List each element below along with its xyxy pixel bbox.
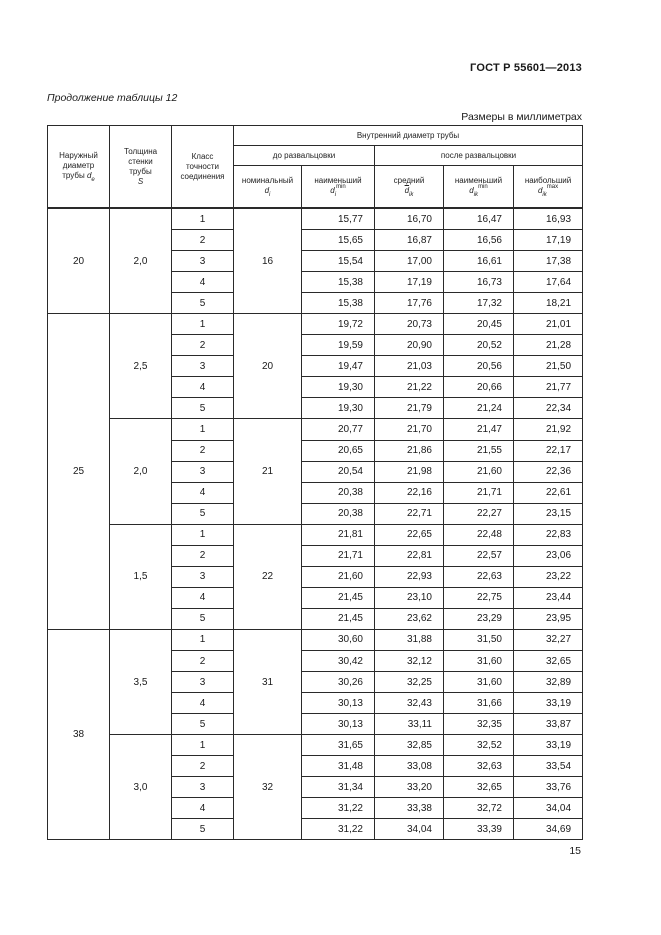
cell-min-before: 15,38	[302, 293, 375, 314]
cell-avg-after: 32,43	[375, 693, 444, 714]
table-row	[48, 314, 583, 335]
cell-avg-after: 21,03	[375, 356, 444, 377]
cell-wall-thickness: 3,5	[110, 629, 172, 734]
cell-class: 1	[172, 735, 234, 756]
cell-max-after: 21,01	[514, 314, 583, 335]
cell-wall-thickness: 1,5	[110, 524, 172, 629]
cell-class: 5	[172, 293, 234, 314]
cell-max-after: 33,87	[514, 714, 583, 735]
cell-min-before: 31,65	[302, 735, 375, 756]
cell-wall-thickness: 3,0	[110, 735, 172, 840]
cell-class: 1	[172, 314, 234, 335]
cell-class: 4	[172, 377, 234, 398]
cell-min-before: 31,22	[302, 819, 375, 840]
cell-avg-after: 33,11	[375, 714, 444, 735]
cell-nominal: 31	[234, 629, 302, 734]
cell-min-before: 30,26	[302, 672, 375, 693]
header-accuracy-class: Класс точности соединения	[172, 126, 234, 209]
cell-class: 1	[172, 419, 234, 440]
cell-min-after: 21,47	[444, 419, 514, 440]
cell-min-after: 31,60	[444, 650, 514, 671]
cell-avg-after: 34,04	[375, 819, 444, 840]
cell-min-before: 30,42	[302, 650, 375, 671]
cell-min-before: 15,77	[302, 208, 375, 230]
cell-min-before: 20,77	[302, 419, 375, 440]
cell-avg-after: 32,12	[375, 650, 444, 671]
cell-avg-after: 22,65	[375, 524, 444, 545]
cell-max-after: 33,19	[514, 735, 583, 756]
cell-min-after: 22,75	[444, 587, 514, 608]
cell-min-after: 23,29	[444, 608, 514, 629]
cell-class: 2	[172, 545, 234, 566]
cell-class: 1	[172, 524, 234, 545]
cell-avg-after: 16,70	[375, 208, 444, 230]
cell-avg-after: 22,71	[375, 503, 444, 524]
cell-min-before: 21,45	[302, 587, 375, 608]
header-max-after: наибольший $d_{ik}^{max}$	[514, 166, 583, 209]
cell-min-after: 20,56	[444, 356, 514, 377]
cell-max-after: 33,54	[514, 756, 583, 777]
page-number: 15	[569, 845, 581, 857]
cell-min-after: 22,27	[444, 503, 514, 524]
cell-max-after: 17,38	[514, 251, 583, 272]
cell-min-before: 19,59	[302, 335, 375, 356]
cell-max-after: 32,89	[514, 672, 583, 693]
cell-class: 2	[172, 650, 234, 671]
cell-outer-diameter: 25	[48, 314, 110, 630]
cell-min-after: 22,48	[444, 524, 514, 545]
units-note: Размеры в миллиметрах	[461, 111, 582, 123]
cell-class: 2	[172, 230, 234, 251]
cell-min-after: 31,50	[444, 629, 514, 650]
cell-min-before: 15,65	[302, 230, 375, 251]
cell-min-before: 31,34	[302, 777, 375, 798]
cell-max-after: 22,61	[514, 482, 583, 503]
cell-max-after: 23,06	[514, 545, 583, 566]
cell-min-before: 31,22	[302, 798, 375, 819]
cell-min-before: 21,71	[302, 545, 375, 566]
cell-min-before: 20,65	[302, 440, 375, 461]
cell-avg-after: 20,90	[375, 335, 444, 356]
cell-wall-thickness: 2,0	[110, 419, 172, 524]
cell-nominal: 16	[234, 208, 302, 314]
cell-max-after: 21,92	[514, 419, 583, 440]
cell-avg-after: 23,10	[375, 587, 444, 608]
table-row	[48, 735, 583, 756]
cell-min-before: 21,60	[302, 566, 375, 587]
cell-max-after: 22,34	[514, 398, 583, 419]
cell-max-after: 21,28	[514, 335, 583, 356]
table-row	[48, 524, 583, 545]
cell-max-after: 23,44	[514, 587, 583, 608]
header-min-after: наименьший $d_{ik}^{min}$	[444, 166, 514, 209]
cell-class: 5	[172, 819, 234, 840]
cell-min-after: 20,45	[444, 314, 514, 335]
cell-nominal: 22	[234, 524, 302, 629]
cell-avg-after: 16,87	[375, 230, 444, 251]
cell-avg-after: 33,38	[375, 798, 444, 819]
cell-avg-after: 22,81	[375, 545, 444, 566]
cell-min-before: 20,54	[302, 461, 375, 482]
cell-class: 4	[172, 693, 234, 714]
cell-avg-after: 22,93	[375, 566, 444, 587]
cell-max-after: 33,19	[514, 693, 583, 714]
cell-min-before: 21,45	[302, 608, 375, 629]
header-inner-diameter: Внутренний диаметр трубы	[234, 126, 583, 146]
cell-min-before: 30,60	[302, 629, 375, 650]
table-row	[48, 208, 583, 230]
cell-avg-after: 21,22	[375, 377, 444, 398]
cell-min-after: 32,63	[444, 756, 514, 777]
cell-max-after: 32,65	[514, 650, 583, 671]
cell-min-after: 16,73	[444, 272, 514, 293]
cell-min-after: 31,66	[444, 693, 514, 714]
cell-max-after: 34,69	[514, 819, 583, 840]
cell-outer-diameter: 38	[48, 629, 110, 839]
cell-min-before: 20,38	[302, 503, 375, 524]
cell-min-after: 32,52	[444, 735, 514, 756]
cell-min-after: 20,52	[444, 335, 514, 356]
cell-max-after: 18,21	[514, 293, 583, 314]
cell-min-after: 33,39	[444, 819, 514, 840]
cell-min-before: 30,13	[302, 714, 375, 735]
cell-min-after: 20,66	[444, 377, 514, 398]
cell-min-after: 16,61	[444, 251, 514, 272]
cell-min-after: 21,55	[444, 440, 514, 461]
cell-max-after: 16,93	[514, 208, 583, 230]
cell-min-before: 19,30	[302, 377, 375, 398]
cell-min-before: 20,38	[302, 482, 375, 503]
cell-min-after: 32,72	[444, 798, 514, 819]
header-avg-after: средний $\overline{d}_{ik}$	[375, 166, 444, 209]
cell-max-after: 21,77	[514, 377, 583, 398]
cell-class: 3	[172, 777, 234, 798]
cell-max-after: 22,83	[514, 524, 583, 545]
table-row	[48, 419, 583, 440]
cell-min-after: 16,56	[444, 230, 514, 251]
cell-max-after: 22,36	[514, 461, 583, 482]
header-outer-diameter: Наружный диаметр трубы $d_e$	[48, 126, 110, 209]
cell-class: 3	[172, 356, 234, 377]
dimensions-table	[47, 125, 583, 840]
cell-class: 4	[172, 482, 234, 503]
cell-min-after: 22,63	[444, 566, 514, 587]
cell-avg-after: 33,20	[375, 777, 444, 798]
cell-nominal: 21	[234, 419, 302, 524]
cell-min-before: 19,30	[302, 398, 375, 419]
cell-class: 4	[172, 272, 234, 293]
cell-class: 2	[172, 756, 234, 777]
cell-avg-after: 32,25	[375, 672, 444, 693]
cell-avg-after: 32,85	[375, 735, 444, 756]
cell-class: 3	[172, 672, 234, 693]
cell-class: 3	[172, 566, 234, 587]
cell-min-before: 15,54	[302, 251, 375, 272]
cell-min-before: 19,47	[302, 356, 375, 377]
cell-class: 4	[172, 587, 234, 608]
cell-max-after: 32,27	[514, 629, 583, 650]
cell-avg-after: 20,73	[375, 314, 444, 335]
cell-min-before: 19,72	[302, 314, 375, 335]
cell-class: 5	[172, 503, 234, 524]
cell-avg-after: 31,88	[375, 629, 444, 650]
cell-max-after: 22,17	[514, 440, 583, 461]
cell-avg-after: 21,79	[375, 398, 444, 419]
cell-min-before: 15,38	[302, 272, 375, 293]
cell-outer-diameter: 20	[48, 208, 110, 314]
cell-min-after: 22,57	[444, 545, 514, 566]
cell-min-after: 32,35	[444, 714, 514, 735]
cell-min-before: 21,81	[302, 524, 375, 545]
header-before-flaring: до развальцовки	[234, 146, 375, 166]
cell-max-after: 17,19	[514, 230, 583, 251]
table-body	[48, 208, 583, 840]
cell-avg-after: 33,08	[375, 756, 444, 777]
cell-class: 5	[172, 398, 234, 419]
cell-max-after: 17,64	[514, 272, 583, 293]
cell-avg-after: 21,70	[375, 419, 444, 440]
cell-min-before: 30,13	[302, 693, 375, 714]
table-row	[48, 629, 583, 650]
cell-nominal: 32	[234, 735, 302, 840]
cell-min-after: 21,71	[444, 482, 514, 503]
cell-max-after: 33,76	[514, 777, 583, 798]
cell-class: 3	[172, 251, 234, 272]
cell-min-after: 32,65	[444, 777, 514, 798]
header-nominal: номинальный $d_i$	[234, 166, 302, 209]
cell-class: 4	[172, 798, 234, 819]
cell-avg-after: 21,86	[375, 440, 444, 461]
header-wall-thickness: Толщина стенки трубы S	[110, 126, 172, 209]
cell-max-after: 23,95	[514, 608, 583, 629]
cell-class: 2	[172, 440, 234, 461]
cell-avg-after: 22,16	[375, 482, 444, 503]
cell-min-after: 31,60	[444, 672, 514, 693]
cell-avg-after: 17,76	[375, 293, 444, 314]
cell-avg-after: 23,62	[375, 608, 444, 629]
cell-avg-after: 17,19	[375, 272, 444, 293]
header-min-before: наименьший $d_i^{min}$	[302, 166, 375, 209]
cell-wall-thickness: 2,5	[110, 314, 172, 419]
cell-class: 5	[172, 608, 234, 629]
cell-min-after: 21,24	[444, 398, 514, 419]
cell-class: 5	[172, 714, 234, 735]
cell-class: 1	[172, 629, 234, 650]
document-code: ГОСТ Р 55601—2013	[470, 62, 582, 74]
cell-max-after: 23,15	[514, 503, 583, 524]
cell-nominal: 20	[234, 314, 302, 419]
table-continuation-label: Продолжение таблицы 12	[47, 92, 178, 104]
cell-wall-thickness: 2,0	[110, 208, 172, 314]
cell-max-after: 21,50	[514, 356, 583, 377]
header-after-flaring: после развальцовки	[375, 146, 583, 166]
cell-max-after: 23,22	[514, 566, 583, 587]
cell-max-after: 34,04	[514, 798, 583, 819]
cell-class: 2	[172, 335, 234, 356]
cell-class: 3	[172, 461, 234, 482]
cell-avg-after: 21,98	[375, 461, 444, 482]
cell-avg-after: 17,00	[375, 251, 444, 272]
cell-class: 1	[172, 208, 234, 230]
cell-min-after: 16,47	[444, 208, 514, 230]
cell-min-before: 31,48	[302, 756, 375, 777]
cell-min-after: 21,60	[444, 461, 514, 482]
cell-min-after: 17,32	[444, 293, 514, 314]
